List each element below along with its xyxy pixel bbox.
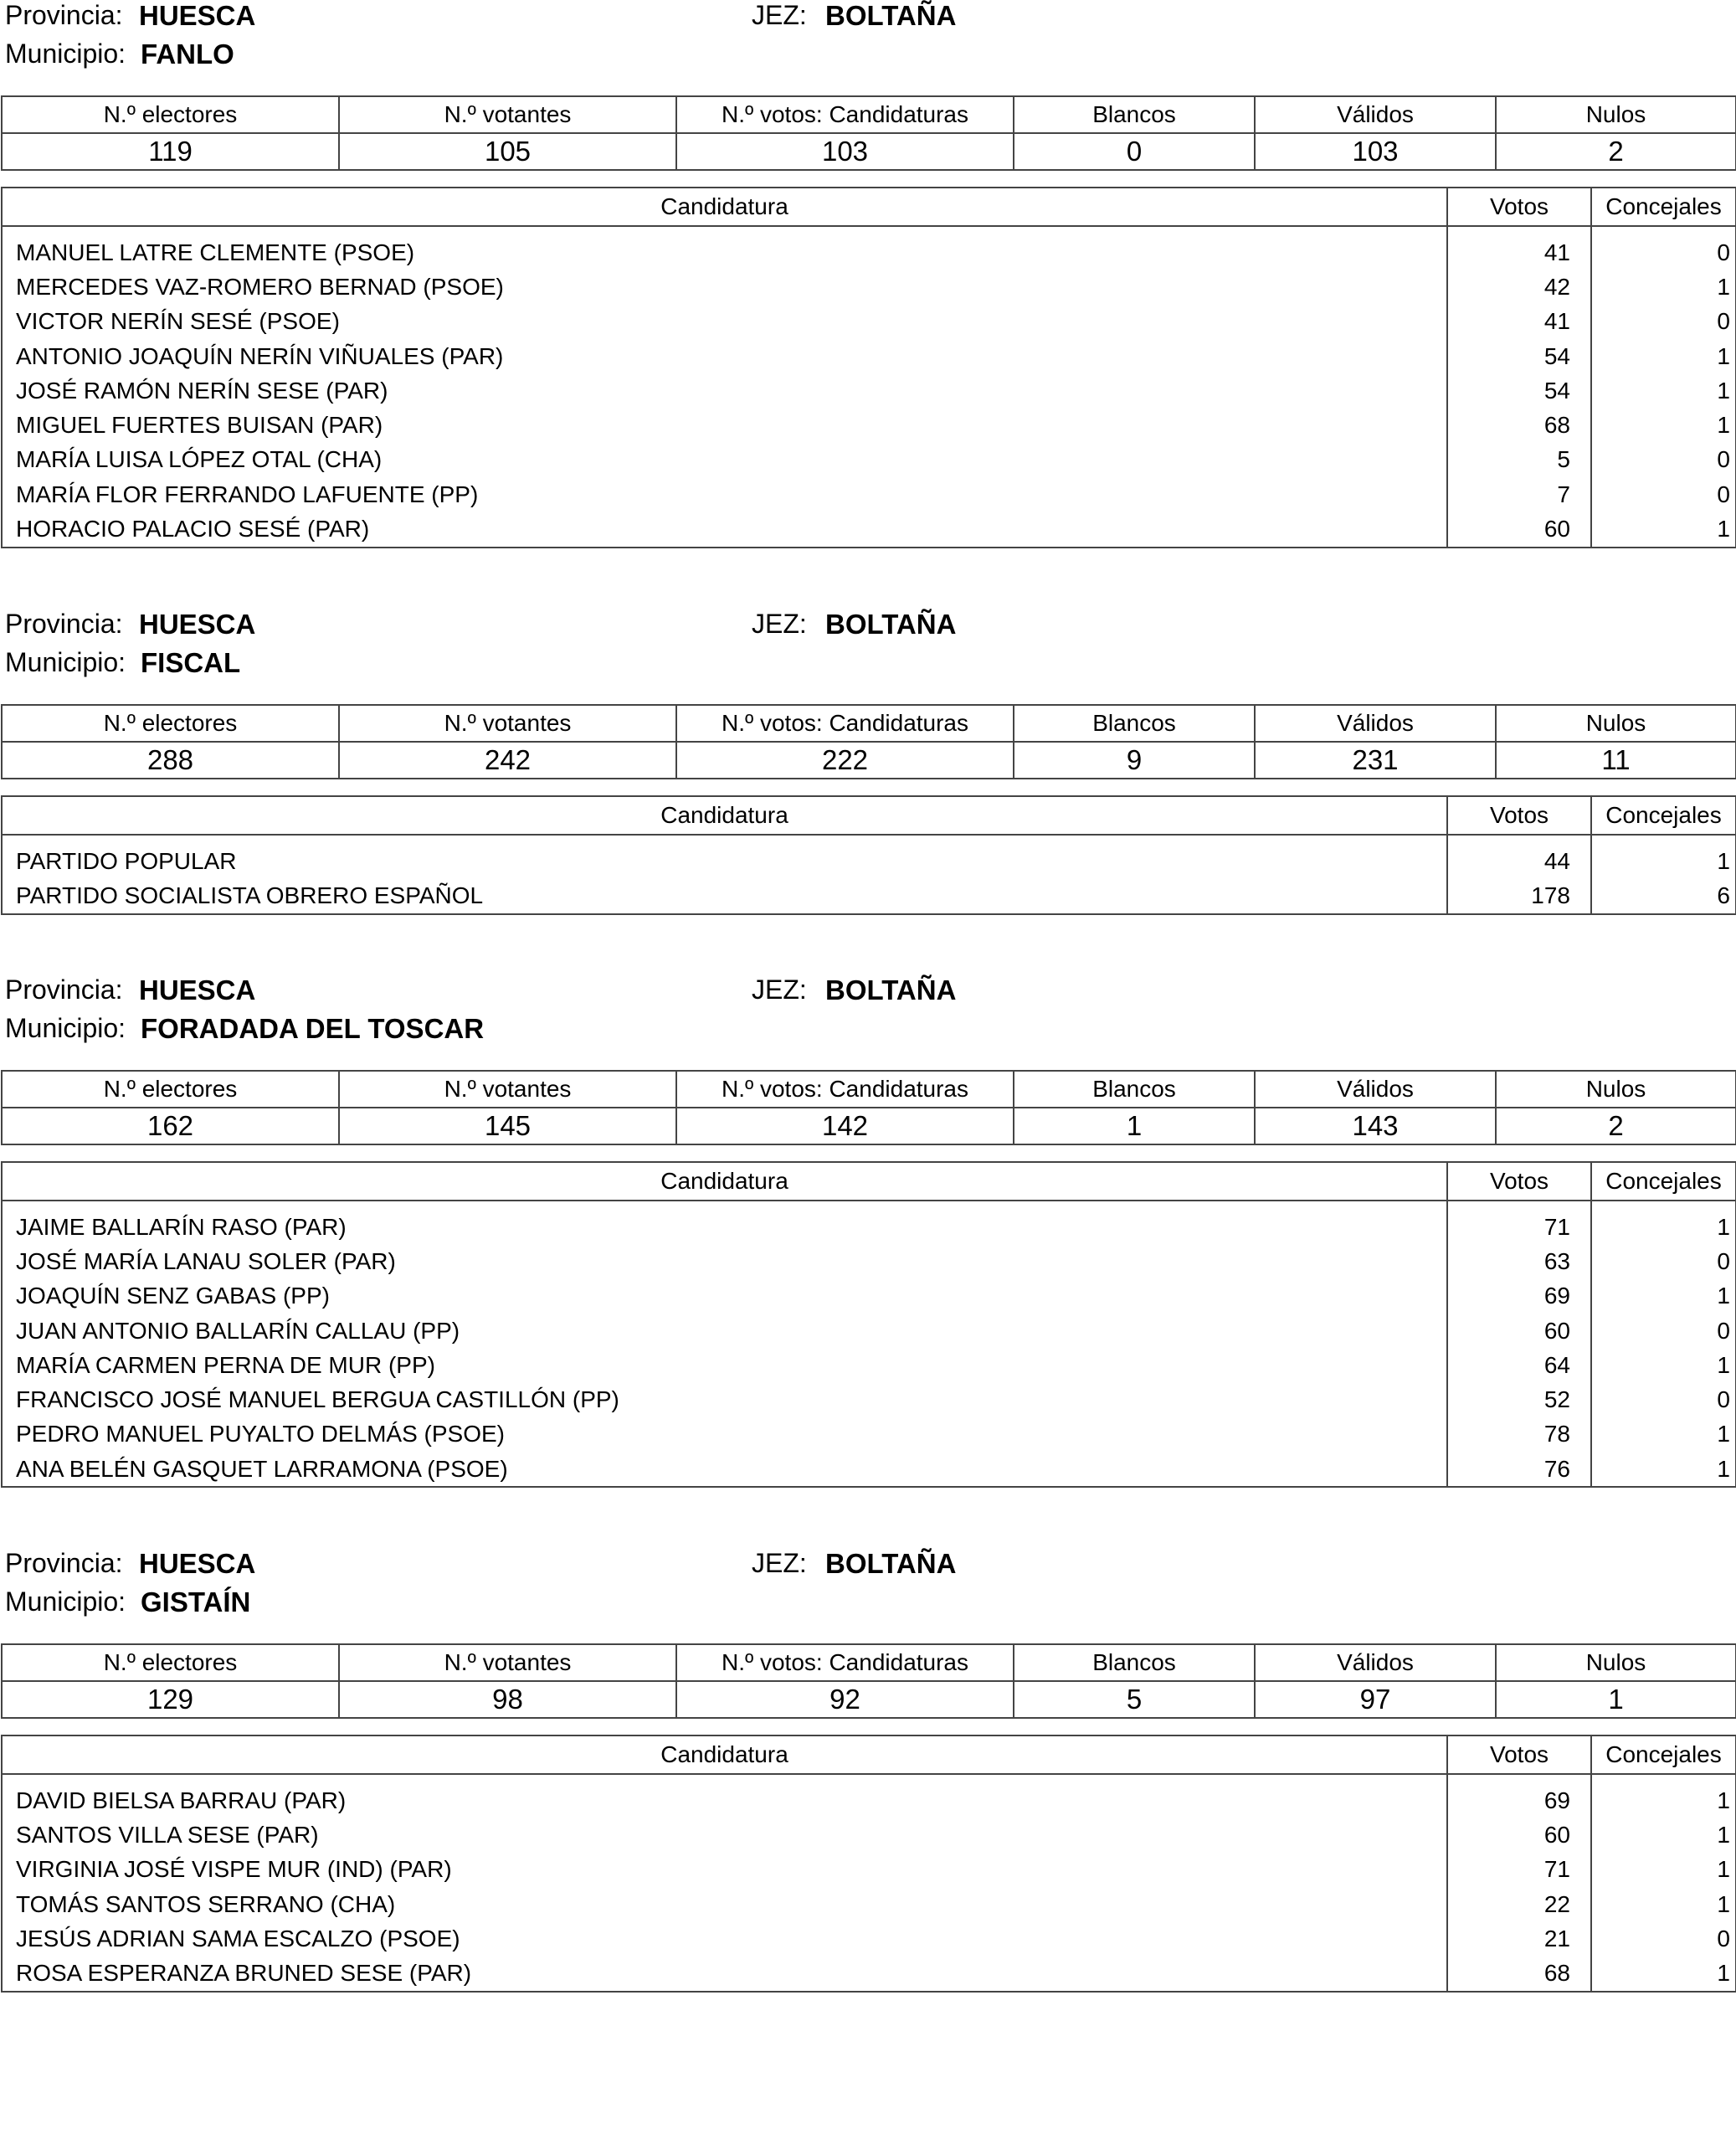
summary-value-electores: 119 — [2, 133, 339, 170]
header-concejales: Concejales — [1591, 796, 1736, 835]
jez-value: BOLTAÑA — [825, 609, 957, 640]
candidate-concejales: 1 — [1591, 1279, 1736, 1314]
candidate-concejales: 0 — [1591, 1314, 1736, 1348]
candidate-name: MANUEL LATRE CLEMENTE (PSOE) — [2, 235, 1447, 270]
summary-table — [1, 704, 1736, 779]
summary-header-votantes: N.º votantes — [339, 1071, 676, 1108]
summary-value-votantes: 242 — [339, 742, 676, 779]
header-candidatura: Candidatura — [2, 796, 1447, 835]
municipio-label: Municipio: — [5, 647, 126, 677]
candidate-concejales: 0 — [1591, 477, 1736, 512]
spacer-cell — [2, 1774, 1447, 1783]
summary-value-votantes: 105 — [339, 133, 676, 170]
summary-value-electores: 129 — [2, 1681, 339, 1718]
candidate-concejales: 0 — [1591, 443, 1736, 477]
candidate-row — [2, 1348, 1736, 1382]
summary-header-electores: N.º electores — [2, 96, 339, 133]
summary-values-row — [2, 1681, 1736, 1718]
candidates-table — [1, 795, 1736, 915]
municipio-label: Municipio: — [5, 1586, 126, 1617]
candidate-row — [2, 1279, 1736, 1314]
candidate-row — [2, 305, 1736, 339]
candidate-votos: 54 — [1447, 373, 1591, 408]
candidate-concejales: 0 — [1591, 1382, 1736, 1417]
spacer-cell — [1591, 1201, 1736, 1210]
summary-value-votantes: 98 — [339, 1681, 676, 1718]
jez-label: JEZ: — [752, 1548, 807, 1578]
candidate-concejales: 1 — [1591, 512, 1736, 547]
header-candidatura: Candidatura — [2, 188, 1447, 226]
candidate-votos: 41 — [1447, 305, 1591, 339]
candidate-votos: 68 — [1447, 1956, 1591, 1991]
candidate-concejales: 0 — [1591, 1244, 1736, 1278]
candidate-concejales: 1 — [1591, 1853, 1736, 1887]
municipio-value: FORADADA DEL TOSCAR — [141, 1013, 485, 1044]
municipio-section — [0, 0, 1736, 586]
candidate-votos: 69 — [1447, 1279, 1591, 1314]
summary-value-nulos: 1 — [1496, 1681, 1736, 1718]
summary-header-electores: N.º electores — [2, 1644, 339, 1681]
summary-values-row — [2, 133, 1736, 170]
summary-header-row — [2, 96, 1736, 133]
candidate-row — [2, 373, 1736, 408]
summary-header-votantes: N.º votantes — [339, 705, 676, 742]
summary-header-votos-candidaturas: N.º votos: Candidaturas — [676, 1644, 1014, 1681]
candidate-votos: 64 — [1447, 1348, 1591, 1382]
header-concejales: Concejales — [1591, 188, 1736, 226]
candidate-concejales: 1 — [1591, 1783, 1736, 1818]
header-votos: Votos — [1447, 188, 1591, 226]
candidate-name: PARTIDO SOCIALISTA OBRERO ESPAÑOL — [2, 878, 1447, 913]
candidate-name: JOSÉ RAMÓN NERÍN SESE (PAR) — [2, 373, 1447, 408]
summary-value-nulos: 2 — [1496, 133, 1736, 170]
summary-header-blancos: Blancos — [1014, 1644, 1255, 1681]
candidate-row — [2, 1452, 1736, 1487]
candidate-row — [2, 477, 1736, 512]
candidate-name: PARTIDO POPULAR — [2, 844, 1447, 878]
candidate-name: ROSA ESPERANZA BRUNED SESE (PAR) — [2, 1956, 1447, 1991]
candidate-votos: 68 — [1447, 408, 1591, 442]
candidate-row — [2, 878, 1736, 913]
candidate-row — [2, 1783, 1736, 1818]
summary-header-row — [2, 1071, 1736, 1108]
candidate-row — [2, 1244, 1736, 1278]
candidate-votos: 76 — [1447, 1452, 1591, 1487]
candidate-name: MARÍA LUISA LÓPEZ OTAL (CHA) — [2, 443, 1447, 477]
candidate-concejales: 1 — [1591, 1210, 1736, 1244]
header-provincia-line — [0, 0, 1736, 33]
summary-value-blancos: 1 — [1014, 1108, 1255, 1144]
candidate-votos: 60 — [1447, 1314, 1591, 1348]
summary-values-row — [2, 742, 1736, 779]
candidate-concejales: 1 — [1591, 270, 1736, 304]
summary-value-validos: 103 — [1255, 133, 1496, 170]
provincia-label: Provincia: — [5, 609, 123, 639]
candidate-name: JAIME BALLARÍN RASO (PAR) — [2, 1210, 1447, 1244]
candidates-spacer-row — [2, 1774, 1736, 1783]
summary-value-votantes: 145 — [339, 1108, 676, 1144]
candidate-votos: 78 — [1447, 1417, 1591, 1452]
candidate-name: VICTOR NERÍN SESÉ (PSOE) — [2, 305, 1447, 339]
candidate-row — [2, 1921, 1736, 1956]
summary-header-votantes: N.º votantes — [339, 1644, 676, 1681]
candidate-name: FRANCISCO JOSÉ MANUEL BERGUA CASTILLÓN (PP) — [2, 1382, 1447, 1417]
candidate-votos: 22 — [1447, 1887, 1591, 1921]
provincia-label: Provincia: — [5, 1548, 123, 1578]
candidate-votos: 71 — [1447, 1853, 1591, 1887]
summary-value-votos-candidaturas: 142 — [676, 1108, 1014, 1144]
candidate-concejales: 1 — [1591, 1956, 1736, 1991]
candidates-table — [1, 1161, 1736, 1488]
provincia-label: Provincia: — [5, 0, 123, 30]
summary-value-validos: 143 — [1255, 1108, 1496, 1144]
header-provincia-line — [0, 974, 1736, 1008]
candidate-row — [2, 1956, 1736, 1991]
candidate-votos: 63 — [1447, 1244, 1591, 1278]
candidate-concejales: 6 — [1591, 878, 1736, 913]
candidate-votos: 60 — [1447, 1818, 1591, 1852]
candidate-concejales: 1 — [1591, 373, 1736, 408]
header-votos: Votos — [1447, 1162, 1591, 1201]
spacer-cell — [1447, 226, 1591, 235]
header-municipio-line — [0, 647, 1736, 681]
candidates-header-row — [2, 796, 1736, 835]
summary-header-validos: Válidos — [1255, 1071, 1496, 1108]
spacer-cell — [1447, 1201, 1591, 1210]
jez-value: BOLTAÑA — [825, 974, 957, 1005]
summary-value-validos: 97 — [1255, 1681, 1496, 1718]
candidate-name: JESÚS ADRIAN SAMA ESCALZO (PSOE) — [2, 1921, 1447, 1956]
candidate-concejales: 0 — [1591, 305, 1736, 339]
summary-value-electores: 288 — [2, 742, 339, 779]
candidate-concejales: 1 — [1591, 1818, 1736, 1852]
spacer-cell — [2, 835, 1447, 844]
candidates-spacer-row — [2, 1201, 1736, 1210]
candidates-header-row — [2, 188, 1736, 226]
candidate-concejales: 1 — [1591, 1348, 1736, 1382]
candidates-spacer-row — [2, 835, 1736, 844]
candidate-name: ANTONIO JOAQUÍN NERÍN VIÑUALES (PAR) — [2, 339, 1447, 373]
candidates-header-row — [2, 1162, 1736, 1201]
candidate-votos: 41 — [1447, 235, 1591, 270]
spacer-cell — [2, 1201, 1447, 1210]
candidate-concejales: 1 — [1591, 1452, 1736, 1487]
provincia-value: HUESCA — [139, 0, 256, 31]
jez-value: BOLTAÑA — [825, 0, 957, 31]
jez-label: JEZ: — [752, 974, 807, 1005]
candidate-row — [2, 1417, 1736, 1452]
summary-header-validos: Válidos — [1255, 705, 1496, 742]
candidate-votos: 52 — [1447, 1382, 1591, 1417]
candidate-row — [2, 270, 1736, 304]
header-concejales: Concejales — [1591, 1735, 1736, 1774]
spacer-cell — [1447, 1774, 1591, 1783]
candidate-name: DAVID BIELSA BARRAU (PAR) — [2, 1783, 1447, 1818]
spacer-cell — [1591, 835, 1736, 844]
header-municipio-line — [0, 1586, 1736, 1620]
spacer-cell — [2, 226, 1447, 235]
candidate-row — [2, 512, 1736, 547]
candidate-name: VIRGINIA JOSÉ VISPE MUR (IND) (PAR) — [2, 1853, 1447, 1887]
summary-header-votantes: N.º votantes — [339, 96, 676, 133]
summary-header-votos-candidaturas: N.º votos: Candidaturas — [676, 1071, 1014, 1108]
candidate-name: JUAN ANTONIO BALLARÍN CALLAU (PP) — [2, 1314, 1447, 1348]
candidates-spacer-row — [2, 226, 1736, 235]
jez-value: BOLTAÑA — [825, 1548, 957, 1579]
candidate-votos: 71 — [1447, 1210, 1591, 1244]
spacer-cell — [1447, 835, 1591, 844]
candidate-row — [2, 235, 1736, 270]
summary-value-blancos: 9 — [1014, 742, 1255, 779]
summary-header-nulos: Nulos — [1496, 705, 1736, 742]
candidate-concejales: 1 — [1591, 844, 1736, 878]
summary-header-validos: Válidos — [1255, 96, 1496, 133]
candidate-row — [2, 339, 1736, 373]
summary-header-row — [2, 705, 1736, 742]
candidate-row — [2, 1314, 1736, 1348]
candidate-concejales: 0 — [1591, 235, 1736, 270]
municipio-label: Municipio: — [5, 1013, 126, 1043]
header-votos: Votos — [1447, 1735, 1591, 1774]
summary-header-validos: Válidos — [1255, 1644, 1496, 1681]
provincia-value: HUESCA — [139, 609, 256, 640]
candidate-name: TOMÁS SANTOS SERRANO (CHA) — [2, 1887, 1447, 1921]
candidates-table — [1, 1735, 1736, 1993]
candidate-concejales: 1 — [1591, 1887, 1736, 1921]
candidate-row — [2, 1210, 1736, 1244]
summary-value-electores: 162 — [2, 1108, 339, 1144]
candidate-votos: 69 — [1447, 1783, 1591, 1818]
summary-value-votos-candidaturas: 92 — [676, 1681, 1014, 1718]
summary-header-blancos: Blancos — [1014, 1071, 1255, 1108]
candidate-name: SANTOS VILLA SESE (PAR) — [2, 1818, 1447, 1852]
candidate-name: MERCEDES VAZ-ROMERO BERNAD (PSOE) — [2, 270, 1447, 304]
summary-value-nulos: 2 — [1496, 1108, 1736, 1144]
candidate-concejales: 0 — [1591, 1921, 1736, 1956]
summary-header-nulos: Nulos — [1496, 1071, 1736, 1108]
candidate-votos: 60 — [1447, 512, 1591, 547]
spacer-cell — [1591, 226, 1736, 235]
candidates-table — [1, 187, 1736, 548]
candidate-row — [2, 443, 1736, 477]
header-candidatura: Candidatura — [2, 1162, 1447, 1201]
summary-header-votos-candidaturas: N.º votos: Candidaturas — [676, 96, 1014, 133]
candidate-name: MARÍA FLOR FERRANDO LAFUENTE (PP) — [2, 477, 1447, 512]
summary-value-blancos: 5 — [1014, 1681, 1255, 1718]
municipio-value: FISCAL — [141, 647, 241, 678]
municipio-label: Municipio: — [5, 39, 126, 69]
candidate-row — [2, 1887, 1736, 1921]
candidate-row — [2, 1853, 1736, 1887]
candidate-votos: 42 — [1447, 270, 1591, 304]
candidate-name: JOSÉ MARÍA LANAU SOLER (PAR) — [2, 1244, 1447, 1278]
candidate-votos: 178 — [1447, 878, 1591, 913]
municipio-section — [0, 974, 1736, 1561]
candidate-row — [2, 408, 1736, 442]
summary-header-votos-candidaturas: N.º votos: Candidaturas — [676, 705, 1014, 742]
summary-table — [1, 95, 1736, 171]
candidate-row — [2, 1382, 1736, 1417]
summary-value-validos: 231 — [1255, 742, 1496, 779]
summary-header-nulos: Nulos — [1496, 96, 1736, 133]
summary-header-blancos: Blancos — [1014, 705, 1255, 742]
header-municipio-line — [0, 39, 1736, 72]
candidate-votos: 21 — [1447, 1921, 1591, 1956]
provincia-label: Provincia: — [5, 974, 123, 1005]
municipio-section — [0, 1548, 1736, 2134]
candidate-row — [2, 1818, 1736, 1852]
summary-values-row — [2, 1108, 1736, 1144]
candidate-concejales: 1 — [1591, 339, 1736, 373]
summary-value-votos-candidaturas: 222 — [676, 742, 1014, 779]
provincia-value: HUESCA — [139, 1548, 256, 1579]
candidate-name: HORACIO PALACIO SESÉ (PAR) — [2, 512, 1447, 547]
header-provincia-line — [0, 609, 1736, 642]
candidate-name: ANA BELÉN GASQUET LARRAMONA (PSOE) — [2, 1452, 1447, 1487]
candidate-votos: 54 — [1447, 339, 1591, 373]
summary-header-nulos: Nulos — [1496, 1644, 1736, 1681]
header-municipio-line — [0, 1013, 1736, 1046]
candidate-name: MIGUEL FUERTES BUISAN (PAR) — [2, 408, 1447, 442]
jez-label: JEZ: — [752, 0, 807, 30]
summary-table — [1, 1070, 1736, 1145]
candidate-votos: 44 — [1447, 844, 1591, 878]
summary-value-nulos: 11 — [1496, 742, 1736, 779]
candidate-concejales: 1 — [1591, 1417, 1736, 1452]
summary-value-blancos: 0 — [1014, 133, 1255, 170]
candidate-name: PEDRO MANUEL PUYALTO DELMÁS (PSOE) — [2, 1417, 1447, 1452]
municipio-value: FANLO — [141, 39, 234, 69]
header-concejales: Concejales — [1591, 1162, 1736, 1201]
summary-header-electores: N.º electores — [2, 705, 339, 742]
summary-value-votos-candidaturas: 103 — [676, 133, 1014, 170]
header-provincia-line — [0, 1548, 1736, 1581]
summary-header-row — [2, 1644, 1736, 1681]
candidate-votos: 5 — [1447, 443, 1591, 477]
summary-header-blancos: Blancos — [1014, 96, 1255, 133]
spacer-cell — [1591, 1774, 1736, 1783]
candidate-row — [2, 844, 1736, 878]
candidate-concejales: 1 — [1591, 408, 1736, 442]
provincia-value: HUESCA — [139, 974, 256, 1005]
summary-table — [1, 1643, 1736, 1719]
jez-label: JEZ: — [752, 609, 807, 639]
candidates-header-row — [2, 1735, 1736, 1774]
candidate-votos: 7 — [1447, 477, 1591, 512]
municipio-value: GISTAÍN — [141, 1586, 251, 1617]
summary-header-electores: N.º electores — [2, 1071, 339, 1108]
header-candidatura: Candidatura — [2, 1735, 1447, 1774]
header-votos: Votos — [1447, 796, 1591, 835]
candidate-name: MARÍA CARMEN PERNA DE MUR (PP) — [2, 1348, 1447, 1382]
candidate-name: JOAQUÍN SENZ GABAS (PP) — [2, 1279, 1447, 1314]
